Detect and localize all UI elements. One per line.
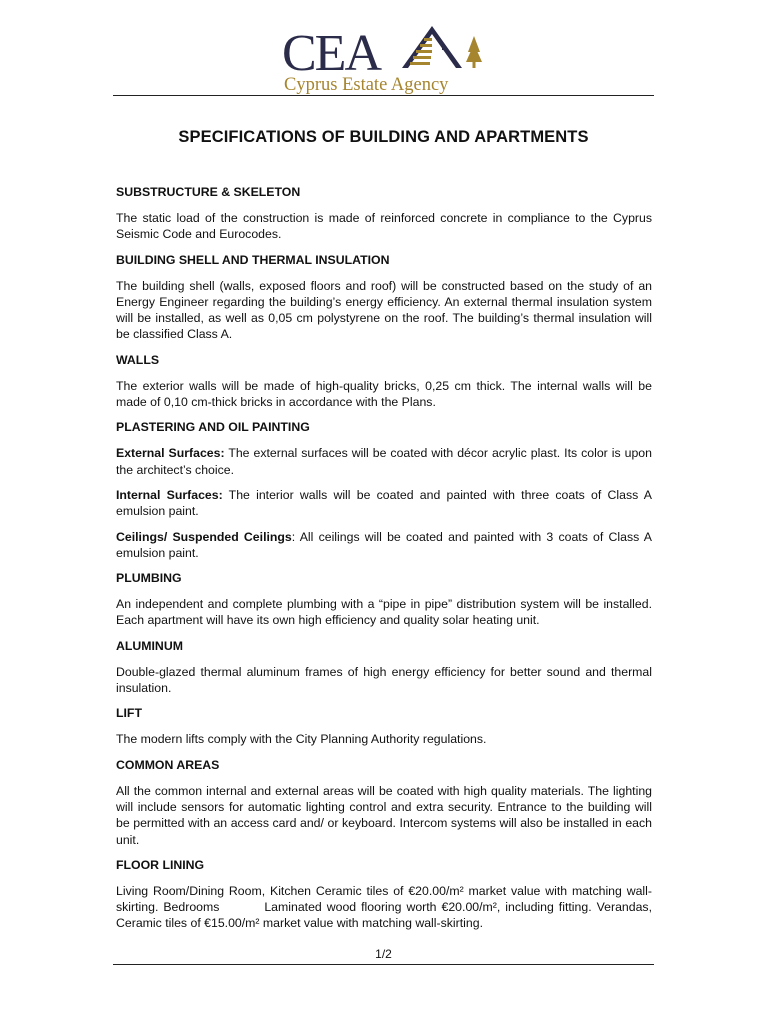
- internal-surfaces-text: The interior walls will be coated and painted with three coats of Class A emulsion paint.: [116, 487, 652, 519]
- house-roof-icon: [402, 26, 462, 68]
- footer-rule: [113, 964, 654, 965]
- ceilings-text: : All ceilings will be coated and painted with 3 coats of Class A emulsion paint.: [116, 529, 652, 560]
- section-text: Double-glazed thermal aluminum frames of high energy efficiency for better sound and thermal insulation.: [116, 664, 652, 696]
- section-heading: ALUMINUM: [116, 638, 183, 653]
- tree-icon: [466, 36, 482, 68]
- section-heading: FLOOR LINING: [116, 857, 205, 872]
- external-surfaces-text: The external surfaces will be coated with décor acrylic plast. Its color is upon the architect’s choice.: [116, 446, 652, 477]
- external-surfaces-label: External Surfaces:: [116, 446, 225, 461]
- document-title: SPECIFICATIONS OF BUILDING AND APARTMENTS: [178, 128, 589, 146]
- section-heading: COMMON AREAS: [116, 757, 220, 772]
- document-body: [116, 184, 656, 941]
- section-text: The static load of the construction is made of reinforced concrete in compliance to the Cyprus Seismic Code and Eurocodes.: [116, 211, 652, 242]
- header-rule: [113, 95, 654, 96]
- logo-monogram: CEA: [282, 25, 380, 82]
- page-number: 1/2: [375, 947, 392, 961]
- ceilings-label: Ceilings/ Suspended Ceilings: [116, 529, 292, 544]
- internal-surfaces-label: Internal Surfaces:: [116, 487, 223, 502]
- section-heading: PLASTERING AND OIL PAINTING: [116, 420, 310, 435]
- section-text: [116, 487, 652, 520]
- section-heading: PLUMBING: [116, 571, 182, 586]
- section-text: [116, 529, 652, 562]
- logo-agency-name: Cyprus Estate Agency: [284, 75, 449, 94]
- section-text: The building shell (walls, exposed floors and roof) will be constructed based on the study of an Energy Engineer regarding the building’s energy efficiency. An external thermal insulation system will be installed, as well as 0,05 cm polystyrene on the roof. The building’s thermal insulation will be classified Class A.: [116, 278, 652, 342]
- section-heading: WALLS: [116, 352, 160, 367]
- section-text: Living Room/Dining Room, Kitchen Ceramic tiles of €20.00/m² market value with matching wall-skirting. Bedrooms Laminated wood flooring worth €20.00/m², including fitting. Verandas, Ceramic tiles of €15.00/m² market value with matching wall-skirting.: [116, 883, 656, 931]
- company-logo: [282, 22, 490, 94]
- section-text: [116, 445, 652, 478]
- section-heading: LIFT: [116, 706, 142, 721]
- section-text: All the common internal and external areas will be coated with high quality materials. The lighting will include sensors for automatic lighting control and extra security. Entrance to the building will be permitted with an access card and/ or keyboard. Intercom systems will also be installed in each unit.: [116, 783, 652, 847]
- section-text: The exterior walls will be made of high-quality bricks, 0,25 cm thick. The internal walls will be made of 0,10 cm-thick bricks in accordance with the Plans.: [116, 378, 652, 410]
- section-heading: SUBSTRUCTURE & SKELETON: [116, 185, 301, 199]
- section-text: The modern lifts comply with the City Planning Authority regulations.: [116, 732, 487, 747]
- section-heading: BUILDING SHELL AND THERMAL INSULATION: [116, 252, 390, 267]
- section-text: An independent and complete plumbing with a “pipe in pipe” distribution system will be installed. Each apartment will have its own high efficiency and quality solar heating unit.: [116, 597, 652, 628]
